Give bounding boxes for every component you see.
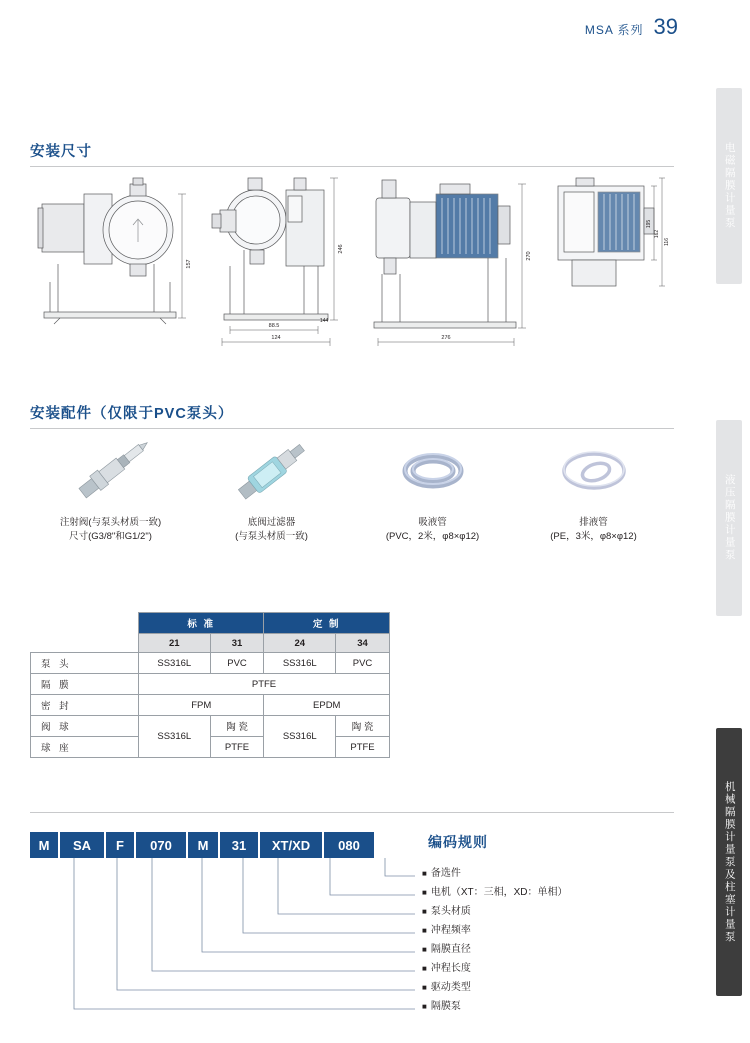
foot-valve-icon	[218, 432, 326, 510]
legend-label: 驱动类型	[430, 982, 471, 993]
cell-pump-head-34: PVC	[336, 653, 390, 674]
side-tab-hydraulic[interactable]: 液压隔膜计量泵	[716, 420, 742, 616]
code-34: 34	[336, 634, 390, 653]
row-label-ball-seat: 球 座	[31, 737, 139, 758]
svg-text:270: 270	[526, 251, 532, 261]
legend-label: 备选件	[430, 868, 461, 879]
page-header	[585, 14, 678, 40]
cell-valve-ball-21: SS316L	[139, 716, 211, 758]
materials-table	[30, 612, 390, 758]
cell-valve-ball-34: 陶 瓷	[336, 716, 390, 737]
code-cell-070: 070	[136, 832, 186, 858]
legend-bullet-icon: ■	[422, 1002, 427, 1011]
legend-item-diaphragm-diameter	[422, 940, 742, 959]
legend-label: 隔膜直径	[430, 944, 471, 955]
code-cell-m2: M	[188, 832, 218, 858]
svg-text:124: 124	[271, 335, 281, 341]
accessory-discharge-tube	[513, 432, 674, 562]
legend-item-head-material	[422, 902, 742, 921]
table-row-group-header	[31, 613, 390, 634]
legend-item-drive-type	[422, 978, 742, 997]
accessory-foot-valve	[191, 432, 352, 562]
caption-line: 吸液管	[418, 517, 447, 528]
legend-bullet-icon: ■	[422, 983, 427, 992]
table-row-valve-ball	[31, 716, 390, 737]
svg-text:88.5: 88.5	[268, 323, 280, 329]
side-tab-mechanical[interactable]: 机械隔膜计量泵及柱塞计量泵	[716, 728, 742, 996]
legend-item-stroke-length	[422, 959, 742, 978]
legend-item-motor	[422, 883, 742, 902]
legend-label: 泵头材质	[430, 906, 471, 917]
svg-text:246: 246	[338, 244, 344, 254]
drawing-front-view	[30, 172, 205, 358]
caption-line: 底阀过滤器	[247, 517, 296, 528]
accessory-suction-tube	[352, 432, 513, 562]
dimension-drawings	[30, 172, 674, 358]
suction-tube-icon	[379, 432, 487, 510]
page-number: 39	[653, 14, 678, 39]
coding-rule-title: 编码规则	[428, 834, 488, 850]
legend-label: 隔膜泵	[430, 1001, 461, 1012]
cell-ball-seat-31: PTFE	[210, 737, 264, 758]
cell-pump-head-21: SS316L	[139, 653, 211, 674]
code-cell-080: 080	[324, 832, 374, 858]
accessories-section-header	[30, 402, 233, 423]
svg-text:144: 144	[319, 318, 329, 324]
injection-valve-icon	[57, 432, 165, 510]
table-row-seal	[31, 695, 390, 716]
coding-divider	[30, 812, 674, 813]
svg-text:195: 195	[646, 219, 652, 229]
table-row-code-header	[31, 634, 390, 653]
code-24: 24	[264, 634, 336, 653]
injection-valve-caption	[60, 516, 161, 544]
cell-seal-custom: EPDM	[264, 695, 390, 716]
cell-valve-ball-31: 陶 瓷	[210, 716, 264, 737]
row-label-valve-ball: 阀 球	[31, 716, 139, 737]
discharge-tube-icon	[540, 432, 648, 510]
caption-line: 注射阀(与泵头材质一致)	[59, 517, 162, 528]
table-row-ball-seat	[31, 737, 390, 758]
legend-item-stroke-frequency	[422, 921, 742, 940]
code-21: 21	[139, 634, 211, 653]
cell-valve-ball-24: SS316L	[264, 716, 336, 758]
foot-valve-caption	[235, 516, 308, 544]
legend-item-optional	[422, 864, 742, 883]
legend-bullet-icon: ■	[422, 888, 427, 897]
series-title: MSA 系列	[584, 23, 644, 37]
row-label-seal: 密 封	[31, 695, 139, 716]
row-label-pump-head: 泵 头	[31, 653, 139, 674]
row-label-diaphragm: 隔 膜	[31, 674, 139, 695]
table-row-pump-head	[31, 653, 390, 674]
cell-diaphragm-all: PTFE	[139, 674, 390, 695]
legend-bullet-icon: ■	[422, 926, 427, 935]
drawing-top-view	[542, 172, 674, 358]
coding-legend	[422, 864, 742, 1016]
legend-bullet-icon: ■	[422, 945, 427, 954]
svg-text:276: 276	[441, 335, 451, 341]
legend-bullet-icon: ■	[422, 964, 427, 973]
svg-text:116: 116	[664, 238, 670, 246]
legend-label: 电机（XT：三相，XD：单相）	[430, 887, 568, 898]
legend-label: 冲程频率	[430, 925, 471, 936]
legend-item-diaphragm-pump	[422, 997, 742, 1016]
side-tab-electromagnetic[interactable]: 电磁隔膜计量泵	[716, 88, 742, 284]
code-cell-f: F	[106, 832, 134, 858]
cell-pump-head-31: PVC	[210, 653, 264, 674]
svg-text:162: 162	[654, 229, 660, 239]
coding-rule-block	[30, 832, 730, 1012]
suction-tube-caption	[386, 516, 479, 544]
legend-label: 冲程长度	[430, 963, 471, 974]
dimensions-divider	[30, 166, 674, 167]
coding-cells	[30, 832, 730, 858]
accessories-divider	[30, 428, 674, 429]
drawing-rear-view	[356, 172, 538, 358]
group-header-standard: 标 准	[139, 613, 264, 634]
table-row-diaphragm	[31, 674, 390, 695]
svg-text:157: 157	[186, 259, 192, 269]
cell-ball-seat-34: PTFE	[336, 737, 390, 758]
caption-line: (与泵头材质一致)	[235, 530, 308, 542]
code-31: 31	[210, 634, 264, 653]
discharge-tube-caption	[550, 516, 637, 544]
legend-bullet-icon: ■	[422, 907, 427, 916]
code-cell-xtxd: XT/XD	[260, 832, 322, 858]
legend-bullet-icon: ■	[422, 869, 427, 878]
caption-line: 尺寸(G3/8"和G1/2")	[69, 530, 152, 542]
empty-corner	[31, 634, 139, 653]
dimensions-title: 安装尺寸	[30, 144, 92, 160]
drawing-side-view	[208, 172, 353, 358]
caption-line: 排液管	[579, 517, 608, 528]
group-header-custom: 定 制	[264, 613, 390, 634]
code-cell-31: 31	[220, 832, 258, 858]
caption-line: (PE，3米，φ8×φ12)	[550, 530, 637, 542]
accessories-title: 安装配件（仅限于PVC泵头）	[30, 406, 234, 422]
empty-corner	[31, 613, 139, 634]
cell-seal-standard: FPM	[139, 695, 264, 716]
caption-line: (PVC，2米，φ8×φ12)	[385, 530, 480, 542]
accessory-injection-valve	[30, 432, 191, 562]
dimensions-section-header	[30, 140, 92, 161]
code-cell-m: M	[30, 832, 58, 858]
code-cell-sa: SA	[60, 832, 104, 858]
accessories-list	[30, 432, 674, 562]
cell-pump-head-24: SS316L	[264, 653, 336, 674]
